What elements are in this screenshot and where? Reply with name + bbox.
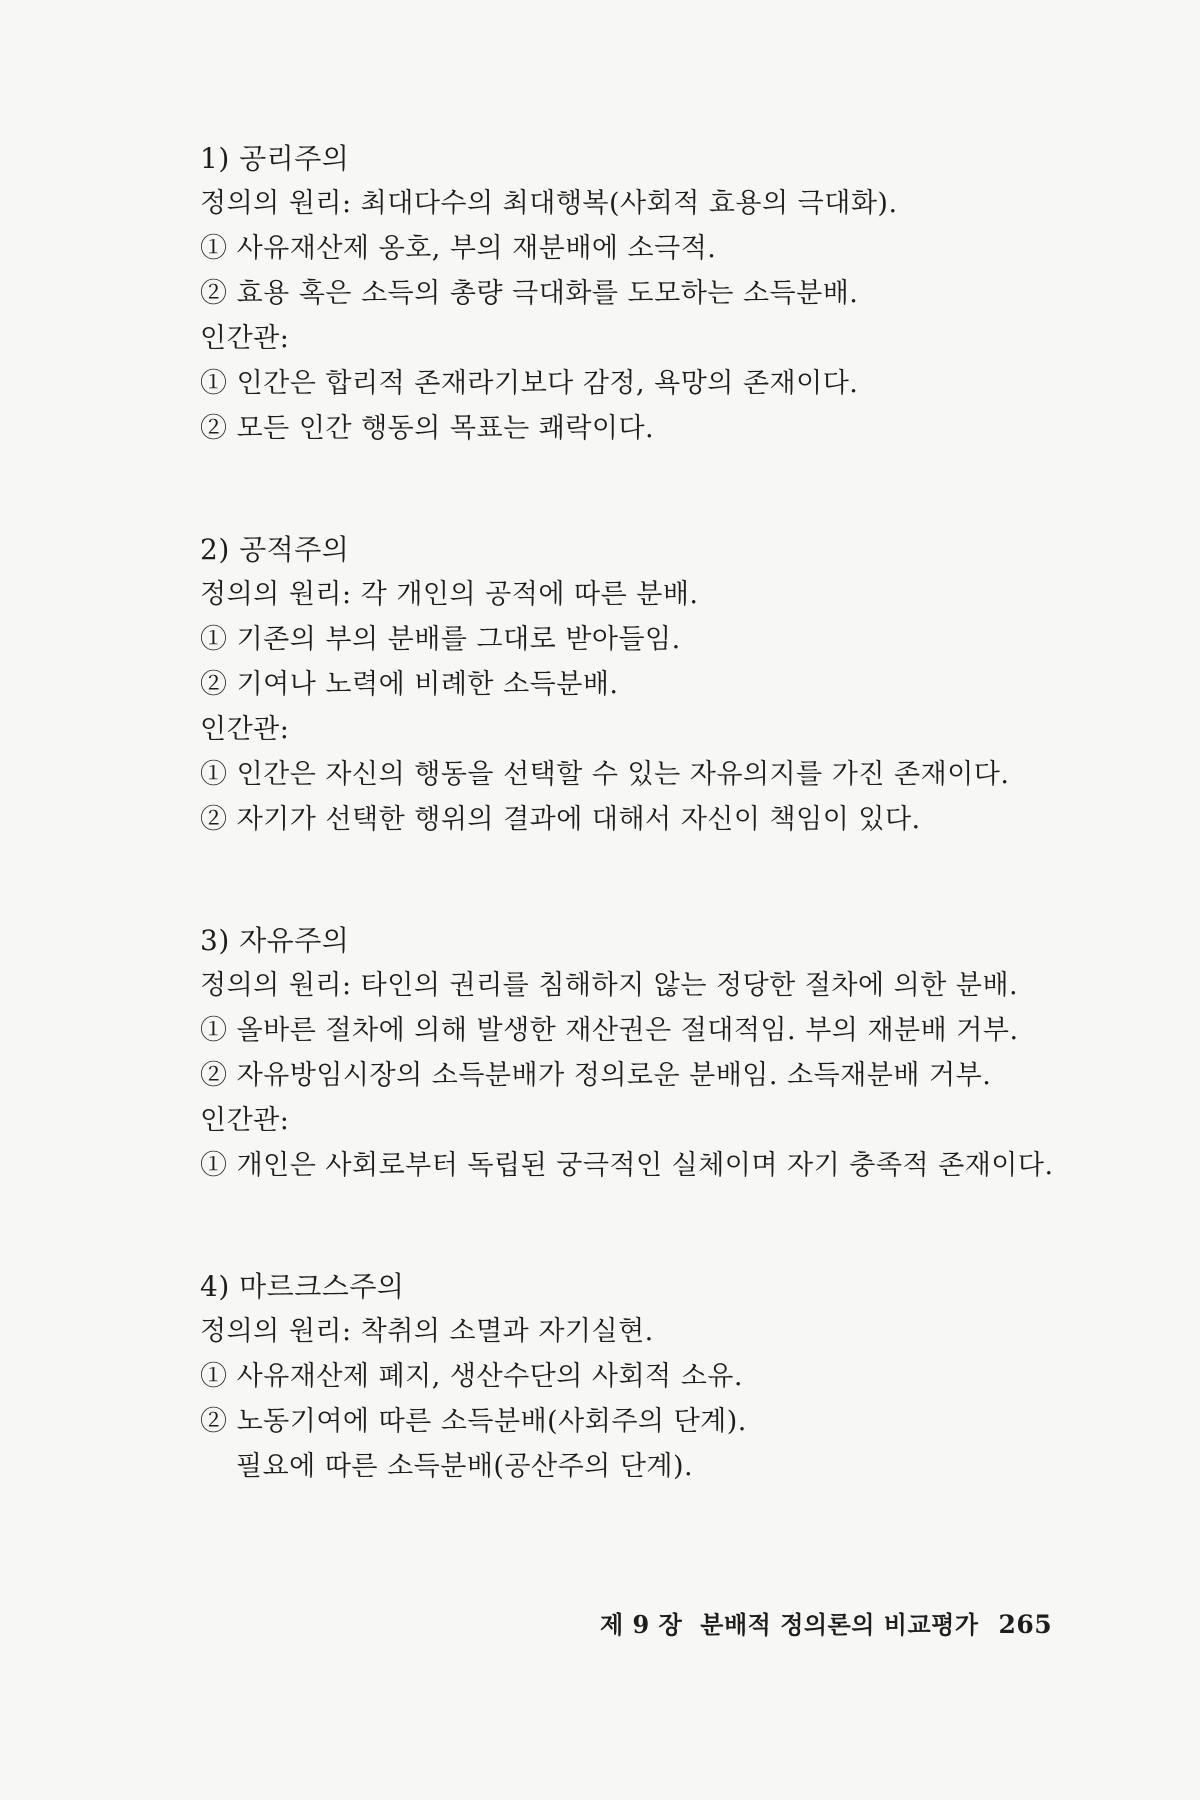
justice-principle: 정의의 원리: 타인의 권리를 침해하지 않는 정당한 절차에 의한 분배. (200, 970, 1019, 1001)
section-heading: 3) 자유주의 (200, 924, 350, 957)
human-view-item: ① 인간은 합리적 존재라기보다 감정, 욕망의 존재이다. (200, 368, 859, 399)
principle-item: ① 사유재산제 폐지, 생산수단의 사회적 소유. (200, 1361, 743, 1392)
principle-item: ① 올바른 절차에 의해 발생한 재산권은 절대적임. 부의 재분배 거부. (200, 1015, 1019, 1046)
section-marxism (200, 1264, 1060, 1489)
chapter-title: 분배적 정의론의 비교평가 (700, 1610, 979, 1639)
justice-principle: 정의의 원리: 각 개인의 공적에 따른 분배. (200, 579, 699, 610)
human-view-label: 인간관: (200, 1105, 290, 1136)
principle-item: ② 효용 혹은 소득의 총량 극대화를 도모하는 소득분배. (200, 278, 859, 309)
section-heading: 2) 공적주의 (200, 533, 350, 566)
page-footer (600, 1605, 1053, 1645)
section-heading: 4) 마르크스주의 (200, 1270, 405, 1303)
justice-principle: 정의의 원리: 최대다수의 최대행복(사회적 효용의 극대화). (200, 188, 898, 219)
principle-item: ② 기여나 노력에 비례한 소득분배. (200, 669, 619, 700)
human-view-item: ① 개인은 사회로부터 독립된 궁극적인 실체이며 자기 충족적 존재이다. (200, 1150, 1054, 1181)
section-heading: 1) 공리주의 (200, 142, 350, 175)
section-utilitarianism (200, 136, 1060, 451)
chapter-label: 제 9 장 (600, 1610, 683, 1639)
human-view-item: ② 모든 인간 행동의 목표는 쾌락이다. (200, 413, 655, 444)
principle-item-continuation: 필요에 따른 소득분배(공산주의 단계). (236, 1451, 694, 1482)
human-view-label: 인간관: (200, 714, 290, 745)
principle-item: ① 사유재산제 옹호, 부의 재분배에 소극적. (200, 233, 717, 264)
principle-item: ② 자유방임시장의 소득분배가 정의로운 분배임. 소득재분배 거부. (200, 1060, 992, 1091)
principle-item: ① 기존의 부의 분배를 그대로 받아들임. (200, 624, 681, 655)
section-meritocracy (200, 527, 1060, 842)
human-view-item: ② 자기가 선택한 행위의 결과에 대해서 자신이 책임이 있다. (200, 804, 921, 835)
human-view-item: ① 인간은 자신의 행동을 선택할 수 있는 자유의지를 가진 존재이다. (200, 759, 1010, 790)
page-number: 265 (998, 1610, 1053, 1639)
justice-principle: 정의의 원리: 착취의 소멸과 자기실현. (200, 1316, 654, 1347)
human-view-label: 인간관: (200, 323, 290, 354)
section-libertarianism (200, 918, 1060, 1188)
principle-item: ② 노동기여에 따른 소득분배(사회주의 단계). (200, 1406, 747, 1437)
